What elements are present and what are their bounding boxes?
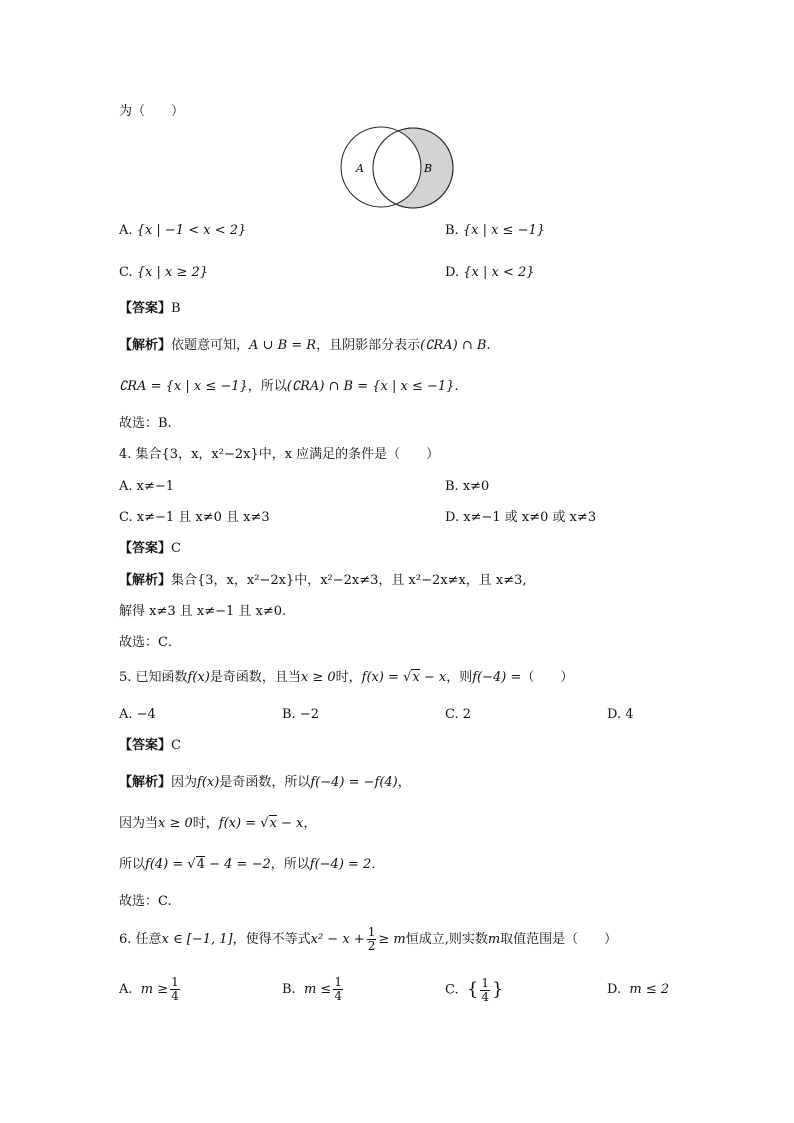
set-b-label: B — [424, 162, 433, 175]
q5-analysis-line3: 所以f(4) = √4 − 4 = −2，所以f(−4) = 2. — [119, 857, 376, 872]
q5-option-a: A. −4 — [119, 707, 156, 722]
q5-option-d: D. 4 — [607, 707, 634, 722]
q5-option-c: C. 2 — [445, 707, 472, 722]
q4-option-a: A. x≠−1 — [119, 479, 175, 494]
q4-conclusion: 故选：C． — [119, 635, 181, 650]
q5-answer: 【答案】C — [119, 738, 181, 753]
set-a-label: A — [356, 162, 364, 175]
q3-answer: 【答案】B — [119, 301, 181, 316]
q5-analysis-line2: 因为当x ≥ 0时，f(x) = √x − x， — [119, 816, 317, 831]
q4-option-d: D. x≠−1 或 x≠0 或 x≠3 — [445, 510, 597, 525]
q3-analysis-line2: ∁RA = {x | x ≤ −1}，所以(∁RA) ∩ B = {x | x ≤ −1}. — [119, 379, 459, 394]
q3-option-c: C. {x | x ≥ 2} — [119, 265, 209, 280]
q5-analysis-line1: 【解析】因为f(x)是奇函数，所以f(−4) = −f(4)， — [119, 775, 411, 790]
venn-diagram — [338, 126, 458, 212]
q4-answer: 【答案】C — [119, 541, 181, 556]
q6-stem-fraction: $\frac{1}{2}$ — [367, 925, 376, 953]
q3-option-a: A. {x | −1 < x < 2} — [119, 223, 247, 238]
q6-option-c: C. { $\frac{1}{4}$ } — [445, 975, 504, 1004]
q6-stem: 6. 任意x ∈ [−1, 1]，使得不等式x² − x + $\frac{1}{2}$ ≥ m恒成立,则实数m取值范围是（ ） — [119, 925, 618, 953]
q4-analysis-line2: 解得 x≠3 且 x≠−1 且 x≠0. — [119, 604, 287, 619]
q6-option-a: A. m ≥ $\frac{1}{4}$ — [119, 975, 179, 1003]
q4-option-c: C. x≠−1 且 x≠0 且 x≠3 — [119, 510, 270, 525]
q3-option-d: D. {x | x < 2} — [445, 265, 535, 280]
q6-option-d: D. m ≤ 2 — [607, 982, 670, 997]
q3-analysis-line1: 【解析】依题意可知，A ∪ B = R，且阴影部分表示(∁RA) ∩ B. — [119, 338, 491, 353]
q3-stem-tail: 为（ ） — [119, 104, 185, 119]
q5-stem: 5. 已知函数f(x)是奇函数，且当x ≥ 0时，f(x) = √x − x，则f(−4) =（ ） — [119, 670, 574, 685]
q5-option-b: B. −2 — [282, 707, 319, 722]
q3-conclusion: 故选：B. — [119, 416, 172, 431]
q6-option-b: B. m ≤ $\frac{1}{4}$ — [282, 975, 342, 1003]
q5-conclusion: 故选：C. — [119, 894, 172, 909]
q4-analysis-line1: 【解析】集合{3，x，x²−2x}中，x²−2x≠3，且 x²−2x≠x，且 x≠3, — [119, 573, 527, 588]
q4-stem: 4. 集合{3，x，x²−2x}中，x 应满足的条件是（ ） — [119, 447, 440, 462]
q3-option-b: B. {x | x ≤ −1} — [445, 223, 545, 238]
q4-option-b: B. x≠0 — [445, 479, 490, 494]
